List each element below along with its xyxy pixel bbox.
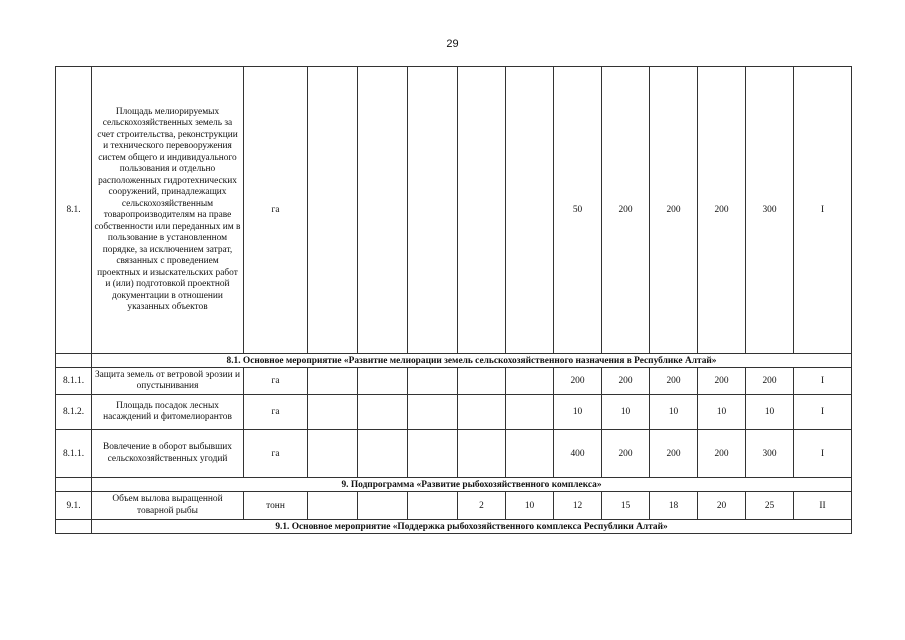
value-cell: 10 — [746, 395, 794, 430]
section-heading: 9. Подпрограмма «Развитие рыбохозяйственного комплекса» — [92, 478, 852, 492]
value-cell: 2 — [458, 492, 506, 520]
unit-cell: га — [244, 395, 308, 430]
indicator-name: Площадь посадок лесных насаждений и фитомелиорантов — [92, 395, 244, 430]
indicator-name: Объем вылова выращенной товарной рыбы — [92, 492, 244, 520]
value-cell — [506, 368, 554, 395]
table-row — [56, 430, 852, 478]
value-cell — [506, 430, 554, 478]
unit-cell: га — [244, 368, 308, 395]
row-number: 8.1.1. — [56, 430, 92, 478]
value-cell — [506, 67, 554, 354]
value-cell — [308, 67, 358, 354]
value-cell — [408, 67, 458, 354]
value-cell — [458, 67, 506, 354]
section-heading: 8.1. Основное мероприятие «Развитие мелиорации земель сельскохозяйственного назначения в Республике Алтай» — [92, 354, 852, 368]
value-cell: 300 — [746, 67, 794, 354]
section-row — [56, 354, 852, 368]
value-cell: 25 — [746, 492, 794, 520]
value-cell — [358, 368, 408, 395]
value-cell — [408, 395, 458, 430]
value-cell — [506, 395, 554, 430]
category-cell: I — [794, 368, 852, 395]
table-row — [56, 368, 852, 395]
table-row — [56, 67, 852, 354]
category-cell: II — [794, 492, 852, 520]
category-cell: I — [794, 67, 852, 354]
value-cell: 15 — [602, 492, 650, 520]
value-cell: 200 — [602, 67, 650, 354]
indicators-table — [55, 66, 852, 534]
value-cell: 400 — [554, 430, 602, 478]
value-cell: 200 — [650, 368, 698, 395]
section-row — [56, 520, 852, 534]
value-cell: 18 — [650, 492, 698, 520]
empty-cell — [56, 520, 92, 534]
section-row — [56, 478, 852, 492]
empty-cell — [56, 354, 92, 368]
value-cell: 10 — [698, 395, 746, 430]
row-number: 8.1.1. — [56, 368, 92, 395]
value-cell: 200 — [650, 430, 698, 478]
indicator-name: Площадь мелиорируемых сельскохозяйственных земель за счет строительства, реконструкции и технического перевооружения систем общего и индивидуального пользования и отдельно расположенных гидротехнических сооружений, принадлежащих сельскохозяйственным товаропроизводителям на праве собственности или переданных им в пользование в установленном порядке, за исключением затрат, связанных с проведением проектных и изыскательских работ и (или) подготовкой проектной документации в отношении указанных объектов — [92, 67, 244, 354]
row-number: 8.1.2. — [56, 395, 92, 430]
value-cell: 200 — [602, 430, 650, 478]
value-cell — [458, 368, 506, 395]
value-cell: 200 — [698, 430, 746, 478]
table-row — [56, 395, 852, 430]
unit-cell: тонн — [244, 492, 308, 520]
unit-cell: га — [244, 67, 308, 354]
row-number: 8.1. — [56, 67, 92, 354]
value-cell: 200 — [746, 368, 794, 395]
value-cell: 200 — [698, 368, 746, 395]
category-cell: I — [794, 395, 852, 430]
value-cell — [408, 368, 458, 395]
value-cell: 50 — [554, 67, 602, 354]
value-cell — [308, 430, 358, 478]
value-cell: 200 — [602, 368, 650, 395]
value-cell — [408, 430, 458, 478]
value-cell — [358, 492, 408, 520]
value-cell: 10 — [506, 492, 554, 520]
value-cell — [308, 395, 358, 430]
value-cell: 200 — [554, 368, 602, 395]
value-cell: 20 — [698, 492, 746, 520]
value-cell: 10 — [554, 395, 602, 430]
empty-cell — [56, 478, 92, 492]
indicator-name: Защита земель от ветровой эрозии и опустынивания — [92, 368, 244, 395]
value-cell — [308, 368, 358, 395]
value-cell: 10 — [650, 395, 698, 430]
value-cell: 12 — [554, 492, 602, 520]
value-cell: 200 — [650, 67, 698, 354]
table-row — [56, 492, 852, 520]
value-cell: 300 — [746, 430, 794, 478]
value-cell — [358, 430, 408, 478]
value-cell — [458, 395, 506, 430]
value-cell — [308, 492, 358, 520]
unit-cell: га — [244, 430, 308, 478]
page-number: 29 — [446, 38, 459, 50]
indicator-name: Вовлечение в оборот выбывших сельскохозяйственных угодий — [92, 430, 244, 478]
value-cell: 200 — [698, 67, 746, 354]
value-cell — [358, 67, 408, 354]
category-cell: I — [794, 430, 852, 478]
value-cell — [358, 395, 408, 430]
value-cell: 10 — [602, 395, 650, 430]
section-heading: 9.1. Основное мероприятие «Поддержка рыбохозяйственного комплекса Республики Алтай» — [92, 520, 852, 534]
value-cell — [458, 430, 506, 478]
row-number: 9.1. — [56, 492, 92, 520]
value-cell — [408, 492, 458, 520]
